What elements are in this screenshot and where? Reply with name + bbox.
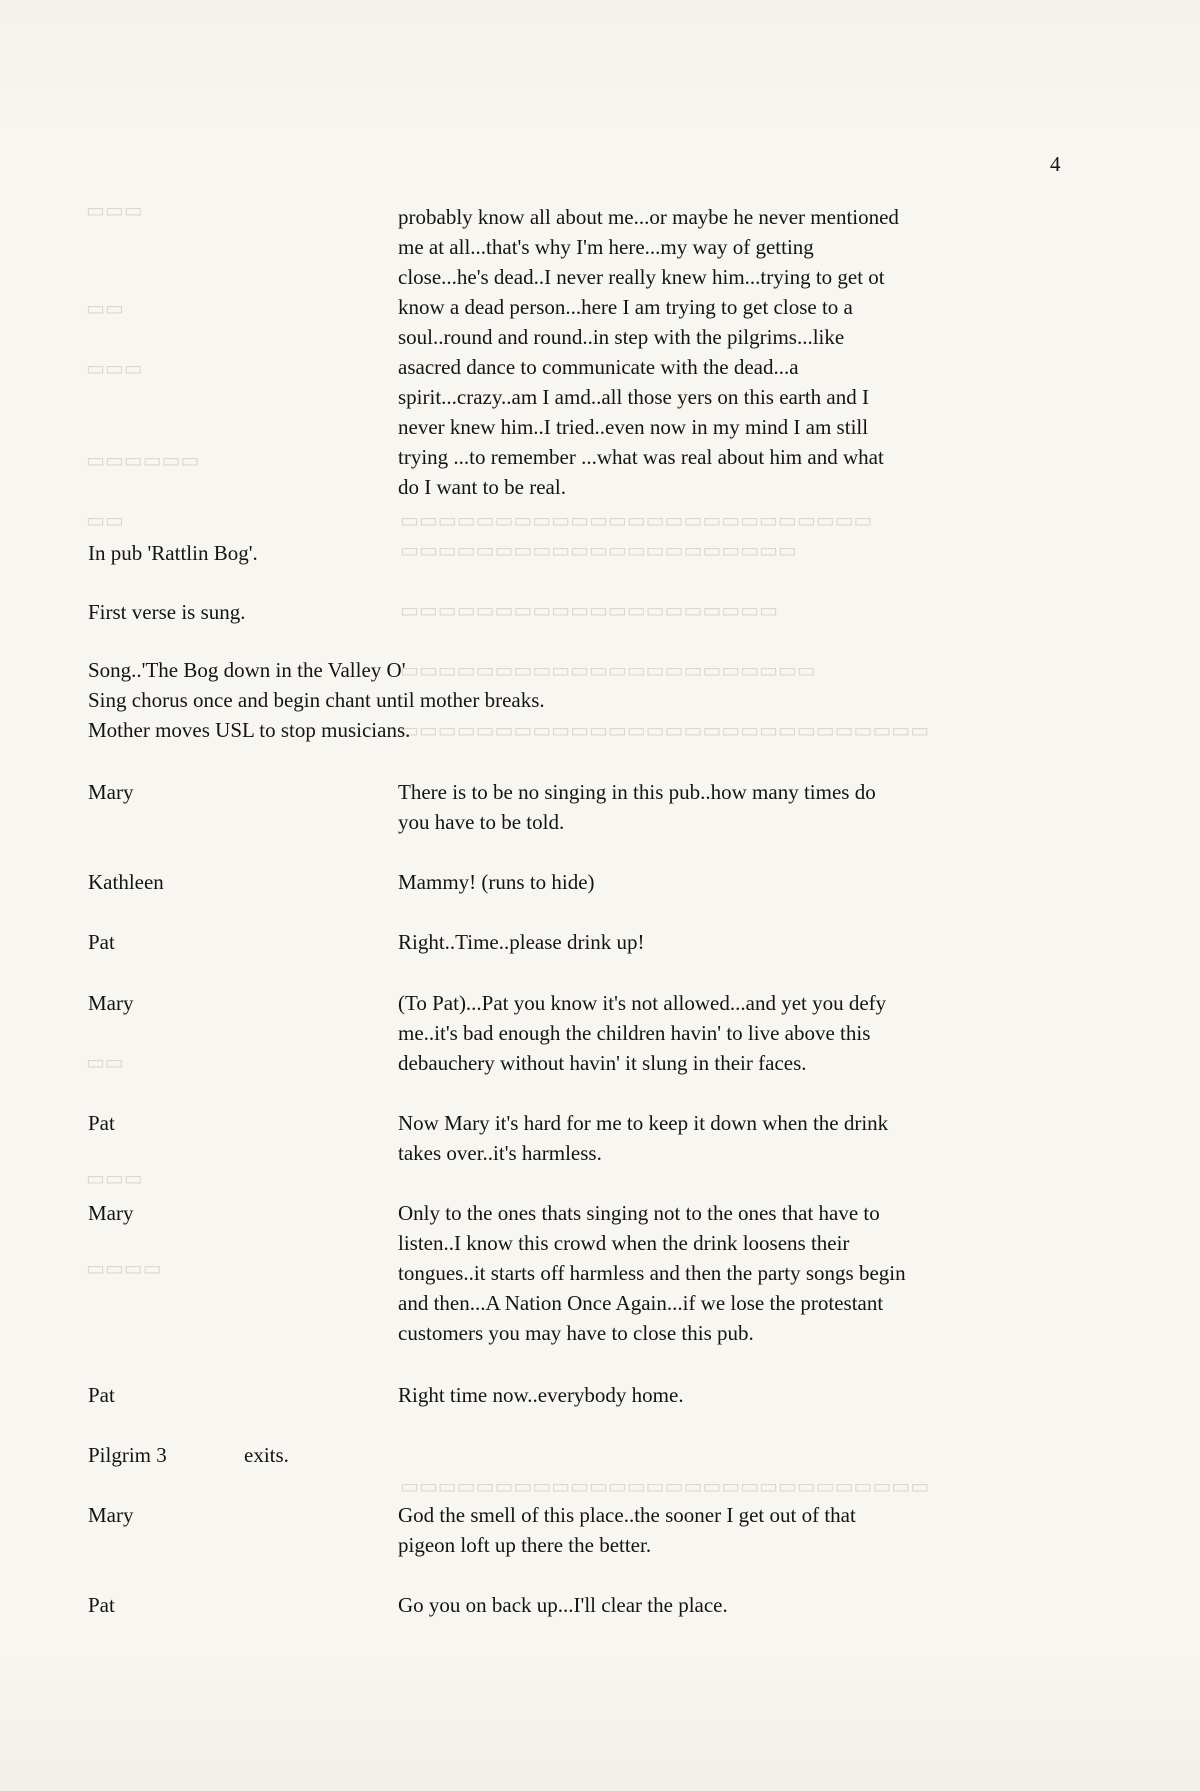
speech-line: asacred dance to communicate with the dead...a [398, 355, 799, 379]
show-through-texture: ▭▭▭ ▭▭ ▭▭▭ ▭▭▭▭▭▭ ▭▭ ▭▭▭▭▭▭▭▭▭▭▭▭▭▭▭▭▭▭▭▭▭▭▭▭▭ ▭▭▭▭▭▭▭▭▭▭▭▭▭▭▭▭▭▭▭▭▭ ▭▭▭▭▭▭▭▭▭▭▭▭▭▭▭▭▭▭▭▭ ▭▭▭▭▭▭▭▭▭▭▭▭▭▭▭▭▭▭▭▭▭▭ ▭▭▭▭▭▭▭▭▭▭▭▭▭▭▭▭▭▭▭▭▭▭▭▭▭▭▭▭ ▭▭ ▭▭▭ ▭▭▭▭ ▭▭▭▭▭▭▭▭▭▭▭▭▭▭▭▭▭▭▭▭▭▭▭▭▭▭▭▭ [86, 200, 930, 1498]
exit-direction: exits. [244, 1443, 289, 1467]
exit-character: Pilgrim 3 [88, 1443, 167, 1467]
stage-direction-verse: First verse is sung. [88, 600, 246, 624]
speech-line: customers you may have to close this pub. [398, 1321, 754, 1345]
stage-direction-mother: Mother moves USL to stop musicians. [88, 718, 411, 742]
speech-line: takes over..it's harmless. [398, 1141, 602, 1165]
page-number: 4 [1050, 152, 1061, 176]
speech-block [398, 927, 1058, 957]
speaker-name: Pat [88, 1383, 115, 1407]
speech-line: soul..round and round..in step with the pilgrims...like [398, 325, 845, 349]
speech-block [398, 1198, 1058, 1348]
speech-line: tongues..it starts off harmless and then the party songs begin [398, 1261, 906, 1285]
speech-line: do I want to be real. [398, 475, 566, 499]
speech-line: never knew him..I tried..even now in my mind I am still [398, 415, 869, 439]
speech-line: close...he's dead..I never really knew him...trying to get ot [398, 265, 885, 289]
speech-line: spirit...crazy..am I amd..all those yers on this earth and I [398, 385, 869, 409]
opening-speech [398, 202, 1058, 502]
speech-line: God the smell of this place..the sooner I get out of that [398, 1503, 856, 1527]
speech-line: (To Pat)...Pat you know it's not allowed...and yet you defy [398, 991, 887, 1015]
speaker-name: Pat [88, 930, 115, 954]
speech-line: Go you on back up...I'll clear the place. [398, 1593, 728, 1617]
speech-line: debauchery without havin' it slung in their faces. [398, 1051, 807, 1075]
speech-line: Right time now..everybody home. [398, 1383, 684, 1407]
speech-line: know a dead person...here I am trying to get close to a [398, 295, 853, 319]
speech-block [398, 867, 1058, 897]
speech-line: and then...A Nation Once Again...if we lose the protestant [398, 1291, 884, 1315]
speech-line: There is to be no singing in this pub..how many times do [398, 780, 876, 804]
speech-line: Now Mary it's hard for me to keep it down when the drink [398, 1111, 889, 1135]
speech-line: trying ...to remember ...what was real about him and what [398, 445, 884, 469]
speaker-name: Mary [88, 1503, 134, 1527]
speech-line: me..it's bad enough the children havin' to live above this [398, 1021, 871, 1045]
speech-line: listen..I know this crowd when the drink loosens their [398, 1231, 850, 1255]
speaker-name: Mary [88, 1201, 134, 1225]
speaker-name: Mary [88, 780, 134, 804]
speech-block [398, 777, 1058, 837]
speaker-name: Mary [88, 991, 134, 1015]
speech-line: probably know all about me...or maybe he never mentioned [398, 205, 899, 229]
speech-block [398, 1500, 1058, 1560]
stage-direction-setting: In pub 'Rattlin Bog'. [88, 541, 258, 565]
speech-line: Mammy! (runs to hide) [398, 870, 595, 894]
speech-block [398, 988, 1058, 1078]
speech-block [398, 1380, 1058, 1410]
speaker-name: Pat [88, 1593, 115, 1617]
speech-line: Right..Time..please drink up! [398, 930, 645, 954]
stage-direction-chorus: Sing chorus once and begin chant until mother breaks. [88, 688, 545, 712]
speech-line: you have to be told. [398, 810, 565, 834]
speech-line: Only to the ones thats singing not to the ones that have to [398, 1201, 880, 1225]
stage-direction-song: Song..'The Bog down in the Valley O' [88, 658, 406, 682]
speaker-name: Kathleen [88, 870, 164, 894]
speech-line: me at all...that's why I'm here...my way of getting [398, 235, 814, 259]
speaker-name: Pat [88, 1111, 115, 1135]
speech-line: pigeon loft up there the better. [398, 1533, 652, 1557]
speech-block [398, 1108, 1058, 1168]
speech-block [398, 1590, 1058, 1620]
